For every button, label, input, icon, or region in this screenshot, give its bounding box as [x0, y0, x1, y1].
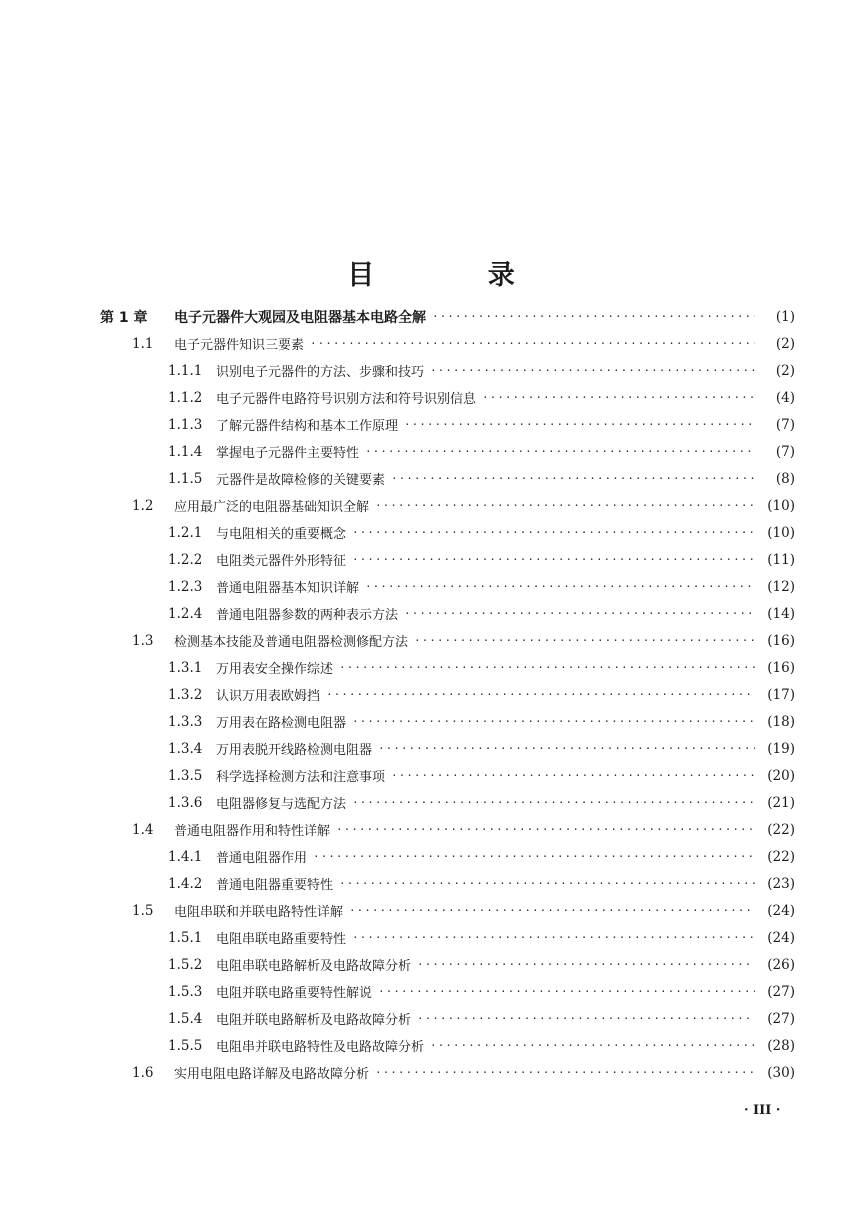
toc-entry-sub: [100, 843, 795, 870]
dot-leader: [352, 526, 755, 539]
toc-entry-sub: [100, 654, 795, 681]
dot-leader: [349, 904, 755, 917]
toc-entry-page: (22): [767, 848, 795, 865]
toc-entry-page: (17): [767, 686, 795, 703]
toc-entry-title: 与电阻相关的重要概念: [216, 527, 347, 542]
toc-entry-number: 1.1.3: [168, 416, 203, 433]
dot-leader: [375, 1066, 755, 1079]
dot-leader: [352, 796, 755, 809]
toc-entry-page: (24): [767, 902, 795, 919]
toc-entry-title: 电子元器件电路符号识别方法和符号识别信息: [216, 392, 477, 407]
toc-entry-page: (8): [775, 470, 795, 487]
toc-entry-section: [100, 492, 795, 519]
dot-leader: [417, 958, 755, 971]
toc-entry-title: 科学选择检测方法和注意事项: [216, 770, 386, 785]
toc-entry-page: (22): [767, 821, 795, 838]
toc-entry-sub: [100, 735, 795, 762]
toc-entry-number: 1.5.3: [168, 983, 203, 1000]
toc-entry-sub: [100, 951, 795, 978]
toc-entry-sub: [100, 573, 795, 600]
toc-entry-number: 1.1.5: [168, 470, 203, 487]
dot-leader: [339, 661, 755, 674]
toc-entry-sub: [100, 789, 795, 816]
toc-entry-sub: [100, 1032, 795, 1059]
toc-entry-number: 1.3: [132, 632, 154, 649]
toc-entry-page: (19): [767, 740, 795, 757]
toc-entry-title: 应用最广泛的电阻器基础知识全解: [174, 500, 370, 515]
toc-entry-number: 1.2.2: [168, 551, 203, 568]
toc-entry-title: 万用表在路检测电阻器: [216, 716, 347, 731]
toc-entry-sub: [100, 681, 795, 708]
toc-entry-sub: [100, 708, 795, 735]
toc-entry-section: [100, 1059, 795, 1086]
toc-entry-page: (24): [767, 929, 795, 946]
dot-leader: [313, 850, 755, 863]
toc-entry-number: 1.5.2: [168, 956, 203, 973]
toc-entry-sub: [100, 762, 795, 789]
dot-leader: [365, 445, 755, 458]
toc-entry-title: 普通电阻器重要特性: [216, 878, 334, 893]
toc-entry-title: 普通电阻器作用和特性详解: [174, 824, 331, 839]
toc-entry-page: (11): [767, 551, 795, 568]
toc-entry-page: (2): [775, 335, 795, 352]
toc-entry-number: 1.4.1: [168, 848, 203, 865]
toc-entry-number: 1.5: [132, 902, 154, 919]
toc-entry-page: (10): [767, 524, 795, 541]
page-number: · III ·: [744, 1103, 781, 1118]
toc-entry-page: (27): [767, 1010, 795, 1027]
dot-leader: [404, 418, 755, 431]
dot-leader: [404, 607, 755, 620]
dot-leader: [352, 715, 755, 728]
toc-entry-title: 万用表脱开线路检测电阻器: [216, 743, 373, 758]
toc-entry-number: 1.5.1: [168, 929, 203, 946]
toc-entry-number: 1.2.1: [168, 524, 203, 541]
toc-entry-title: 识别电子元器件的方法、步骤和技巧: [216, 365, 425, 380]
page-title: 目 录: [347, 260, 567, 291]
toc-entry-title: 元器件是故障检修的关键要素: [216, 473, 386, 488]
dot-leader: [430, 1039, 755, 1052]
toc-entry-title: 电子元器件大观园及电阻器基本电路全解: [174, 309, 426, 326]
toc-entry-number: 1.1.1: [168, 362, 203, 379]
toc-entry-number: 1.1.2: [168, 389, 203, 406]
toc-entry-section: [100, 627, 795, 654]
toc-entry-number: 1.3.6: [168, 794, 203, 811]
toc-entry-number: 1.5.4: [168, 1010, 203, 1027]
toc-entry-title: 电阻并联电路重要特性解说: [216, 986, 373, 1001]
toc-entry-page: (28): [767, 1037, 795, 1054]
toc-entry-number: 1.3.1: [168, 659, 203, 676]
dot-leader: [336, 823, 755, 836]
dot-leader: [432, 310, 755, 323]
toc-entry-sub: [100, 870, 795, 897]
toc-entry-page: (20): [767, 767, 795, 784]
toc-entry-page: (26): [767, 956, 795, 973]
toc-entry-page: (1): [775, 308, 795, 325]
toc-entry-sub: [100, 438, 795, 465]
toc-entry-number: 1.3.4: [168, 740, 203, 757]
toc-entry-page: (2): [775, 362, 795, 379]
toc-entry-title: 普通电阻器参数的两种表示方法: [216, 608, 399, 623]
toc-entry-page: (16): [767, 659, 795, 676]
dot-leader: [378, 985, 755, 998]
dot-leader: [352, 931, 755, 944]
toc-entry-number: 1.2.4: [168, 605, 203, 622]
toc-entry-number: 1.6: [132, 1064, 154, 1081]
dot-leader: [414, 634, 755, 647]
toc-entry-section: [100, 330, 795, 357]
toc-entry-page: (21): [767, 794, 795, 811]
toc-entry-sub: [100, 384, 795, 411]
toc-entry-page: (7): [775, 416, 795, 433]
table-of-contents: [100, 303, 795, 1086]
dot-leader: [378, 742, 755, 755]
toc-entry-number: 1.2.3: [168, 578, 203, 595]
toc-entry-page: (16): [767, 632, 795, 649]
dot-leader: [482, 391, 755, 404]
toc-entry-page: (12): [767, 578, 795, 595]
toc-entry-title: 普通电阻器基本知识详解: [216, 581, 360, 596]
toc-entry-sub: [100, 357, 795, 384]
toc-entry-sub: [100, 546, 795, 573]
dot-leader: [339, 877, 755, 890]
toc-entry-page: (18): [767, 713, 795, 730]
toc-entry-sub: [100, 411, 795, 438]
toc-entry-title: 电阻串并联电路特性及电路故障分析: [216, 1040, 425, 1055]
toc-entry-sub: [100, 924, 795, 951]
toc-entry-sub: [100, 1005, 795, 1032]
toc-entry-page: (14): [767, 605, 795, 622]
toc-entry-title: 电阻串联电路重要特性: [216, 932, 347, 947]
dot-leader: [375, 499, 755, 512]
toc-entry-number: 1.4.2: [168, 875, 203, 892]
toc-entry-number: 1.3.3: [168, 713, 203, 730]
toc-entry-number: 1.1.4: [168, 443, 203, 460]
dot-leader: [417, 1012, 755, 1025]
toc-entry-number: 1.4: [132, 821, 154, 838]
toc-entry-title: 电阻串联电路解析及电路故障分析: [216, 959, 412, 974]
toc-entry-title: 电子元器件知识三要素: [174, 338, 305, 353]
toc-entry-chapter: [100, 303, 795, 330]
toc-entry-sub: [100, 519, 795, 546]
toc-entry-sub: [100, 978, 795, 1005]
toc-entry-number: 1.3.2: [168, 686, 203, 703]
toc-entry-number: 第 1 章: [100, 309, 148, 326]
toc-entry-sub: [100, 600, 795, 627]
toc-entry-title: 检测基本技能及普通电阻器检测修配方法: [174, 635, 409, 650]
dot-leader: [391, 472, 755, 485]
toc-entry-title: 电阻器修复与选配方法: [216, 797, 347, 812]
toc-entry-title: 认识万用表欧姆挡: [216, 689, 321, 704]
toc-entry-title: 电阻类元器件外形特征: [216, 554, 347, 569]
toc-entry-page: (7): [775, 443, 795, 460]
toc-entry-number: 1.3.5: [168, 767, 203, 784]
dot-leader: [365, 580, 755, 593]
dot-leader: [352, 553, 755, 566]
toc-entry-title: 电阻串联和并联电路特性详解: [174, 905, 344, 920]
toc-entry-number: 1.1: [132, 335, 154, 352]
toc-entry-page: (30): [767, 1064, 795, 1081]
dot-leader: [391, 769, 755, 782]
dot-leader: [310, 337, 755, 350]
toc-entry-section: [100, 816, 795, 843]
toc-entry-title: 掌握电子元器件主要特性: [216, 446, 360, 461]
toc-entry-number: 1.5.5: [168, 1037, 203, 1054]
toc-entry-page: (10): [767, 497, 795, 514]
toc-entry-page: (23): [767, 875, 795, 892]
toc-entry-title: 万用表安全操作综述: [216, 662, 334, 677]
toc-entry-number: 1.2: [132, 497, 154, 514]
toc-entry-title: 实用电阻电路详解及电路故障分析: [174, 1067, 370, 1082]
dot-leader: [430, 364, 755, 377]
toc-entry-title: 了解元器件结构和基本工作原理: [216, 419, 399, 434]
toc-entry-title: 电阻并联电路解析及电路故障分析: [216, 1013, 412, 1028]
toc-entry-title: 普通电阻器作用: [216, 851, 308, 866]
toc-entry-sub: [100, 465, 795, 492]
toc-entry-page: (27): [767, 983, 795, 1000]
toc-entry-section: [100, 897, 795, 924]
dot-leader: [326, 688, 755, 701]
toc-entry-page: (4): [775, 389, 795, 406]
